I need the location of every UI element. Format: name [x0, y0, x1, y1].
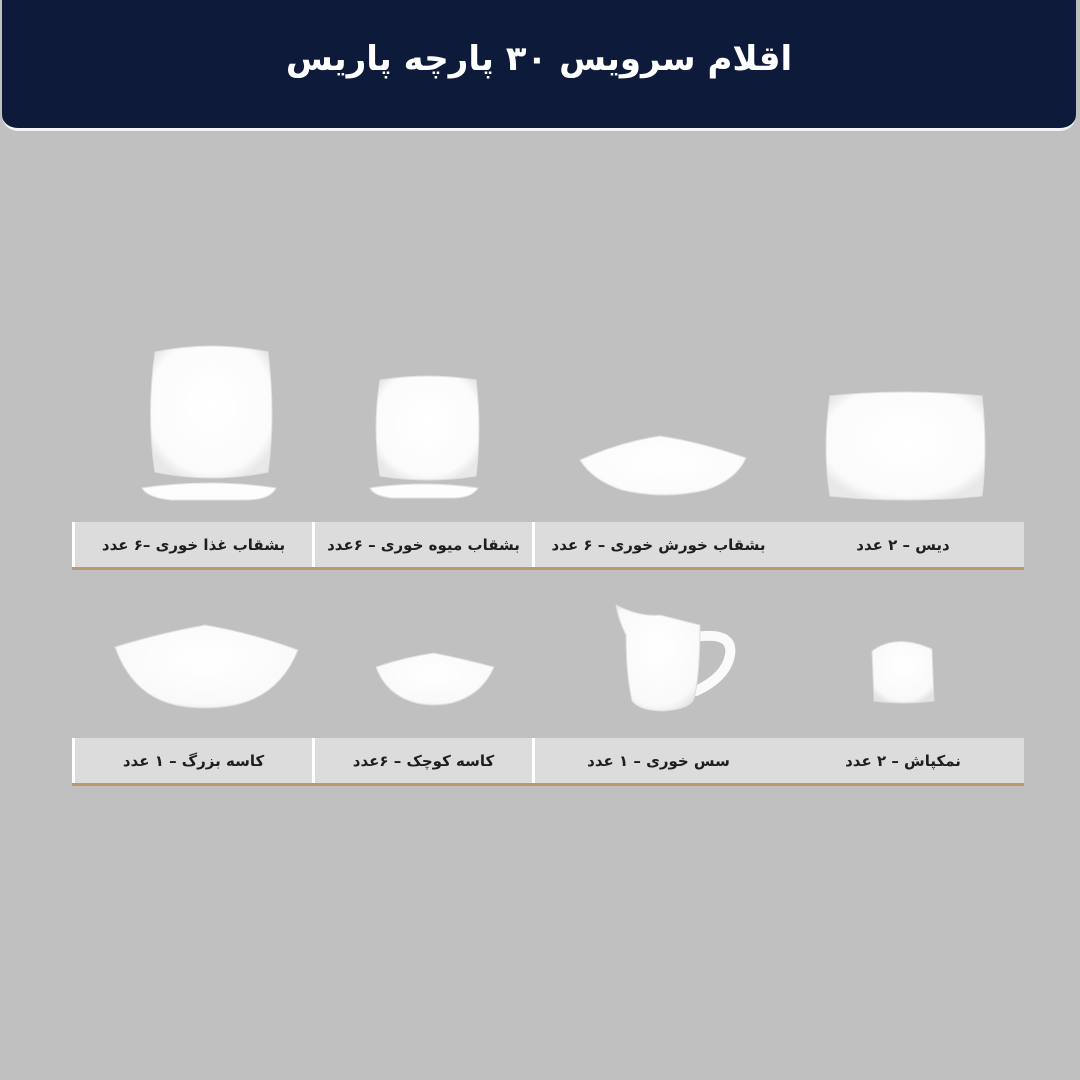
large-bowl-icon [115, 625, 298, 708]
page-title: اقلام سرویس ۳۰ پارچه پاریس [285, 39, 793, 79]
fruit-plate-icon [370, 376, 479, 498]
label-stew-plate: بشقاب خورش خوری – ۶ عدد [532, 522, 782, 567]
header-banner [2, 0, 1076, 131]
small-bowl-icon [376, 653, 494, 705]
label-large-bowl: کاسه بزرگ – ۱ عدد [72, 738, 312, 783]
stew-plate-icon [580, 436, 746, 495]
label-sauce-boat: سس خوری – ۱ عدد [532, 738, 782, 783]
sauce-boat-icon [616, 605, 730, 711]
label-salt-shaker: نمکپاش – ۲ عدد [845, 751, 961, 770]
label-dinner-plate: بشقاب غذا خوری –۶ عدد [72, 522, 312, 567]
label-fruit-plate: بشقاب میوه خوری – ۶عدد [312, 522, 532, 567]
dinner-plate-icon [142, 346, 276, 500]
row1-products [0, 330, 1080, 520]
label-small-bowl: کاسه کوچک – ۶عدد [312, 738, 532, 783]
salt-shaker-icon [872, 641, 934, 703]
label-platter: دیس – ۲ عدد [856, 535, 950, 554]
row1-labels-bar [72, 522, 1024, 570]
row2-labels-bar [72, 738, 1024, 786]
row2-products [0, 595, 1080, 735]
platter-icon [826, 392, 985, 500]
